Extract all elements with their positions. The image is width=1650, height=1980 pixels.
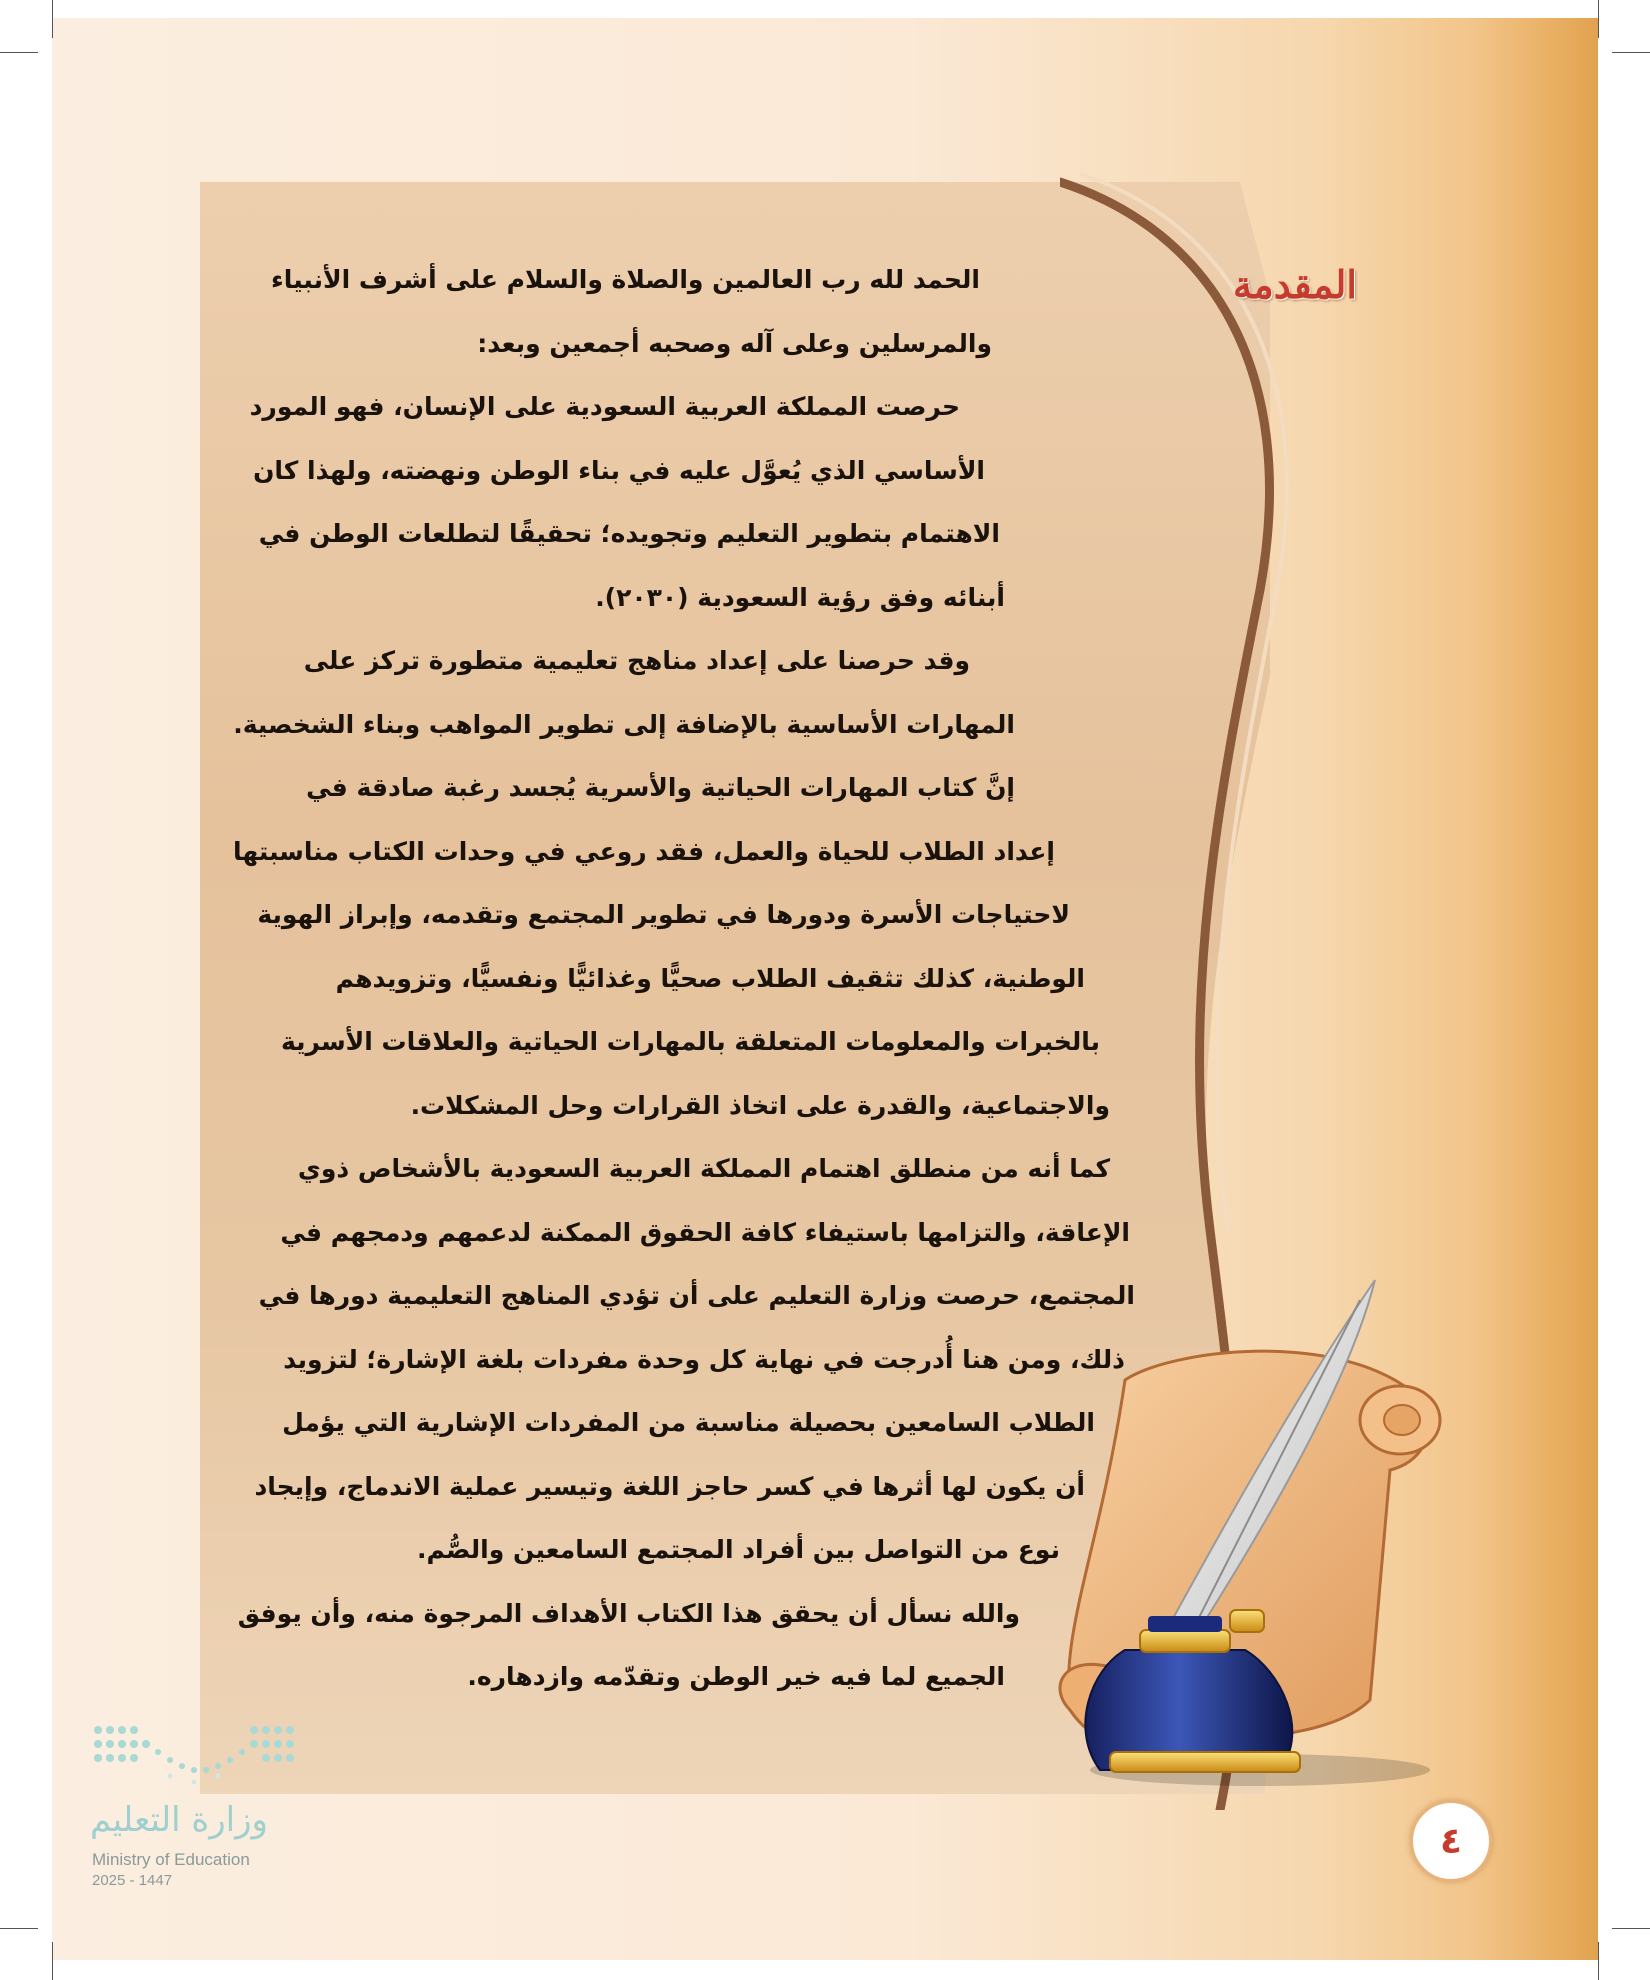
text-line: نوع من التواصل بين أفراد المجتمع السامعين والصُّم.	[417, 1535, 1060, 1564]
text-line: حرصت المملكة العربية السعودية على الإنسان، فهو المورد	[249, 392, 960, 421]
crop-mark	[1612, 52, 1650, 53]
text-line: والله نسأل أن يحقق هذا الكتاب الأهداف المرجوة منه، وأن يوفق	[237, 1598, 1020, 1628]
ministry-logo-icon	[90, 1720, 300, 1795]
crop-mark	[0, 1928, 38, 1929]
crop-mark	[0, 52, 38, 53]
text-line: والاجتماعية، والقدرة على اتخاذ القرارات وحل المشكلات.	[410, 1090, 1110, 1120]
text-line: لاحتياجات الأسرة ودورها في تطوير المجتمع وتقدمه، وإبراز الهوية	[257, 900, 1070, 929]
text-line: كما أنه من منطلق اهتمام المملكة العربية السعودية بالأشخاص ذوي	[297, 1154, 1110, 1183]
text-line: أبنائه وفق رؤية السعودية (٢٠٣٠).	[595, 582, 1005, 612]
text-line: الجميع لما فيه خير الوطن وتقدّمه وازدهاره.	[467, 1662, 1005, 1691]
quill-inkwell-scroll-icon	[1030, 1270, 1460, 1790]
text-line: بالخبرات والمعلومات المتعلقة بالمهارات الحياتية والعلاقات الأسرية	[280, 1027, 1100, 1056]
text-line: الإعاقة، والتزامها باستيفاء كافة الحقوق الممكنة لدعمهم ودمجهم في	[280, 1217, 1130, 1247]
text-line: إنَّ كتاب المهارات الحياتية والأسرية يُجسد رغبة صادقة في	[306, 773, 1015, 802]
crop-mark	[52, 0, 53, 38]
page-title: المقدمة	[1232, 262, 1357, 307]
text-line: أن يكون لها أثرها في كسر حاجز اللغة وتيسير عملية الاندماج، وإيجاد	[254, 1471, 1085, 1501]
text-line: ذلك، ومن هنا أُدرجت في نهاية كل وحدة مفردات بلغة الإشارة؛ لتزويد	[283, 1344, 1125, 1374]
intro-text	[233, 248, 1150, 1709]
text-line: المجتمع، حرصت وزارة التعليم على أن تؤدي المناهج التعليمية دورها في	[258, 1281, 1135, 1310]
crop-mark	[1598, 0, 1599, 38]
text-line: المهارات الأساسية بالإضافة إلى تطوير المواهب وبناء الشخصية.	[233, 709, 1015, 739]
text-line: إعداد الطلاب للحياة والعمل، فقد روعي في وحدات الكتاب مناسبتها	[233, 836, 1055, 866]
ministry-name-ar: وزارة التعليم	[90, 1800, 268, 1840]
crop-mark	[1612, 1928, 1650, 1929]
ministry-name-en: Ministry of Education	[92, 1850, 250, 1869]
edition-year: 2025 - 1447	[92, 1872, 173, 1889]
text-line: الحمد لله رب العالمين والصلاة والسلام على أشرف الأنبياء	[271, 265, 980, 294]
page-number: ٤	[1410, 1800, 1492, 1882]
text-line: وقد حرصنا على إعداد مناهج تعليمية متطورة تركز على	[303, 646, 970, 675]
text-line: الوطنية، كذلك تثقيف الطلاب صحيًّا وغذائيًّا ونفسيًّا، وتزويدهم	[335, 963, 1085, 993]
text-line: الاهتمام بتطوير التعليم وتجويده؛ تحقيقًا لتطلعات الوطن في	[258, 519, 1000, 548]
text-line: الطلاب السامعين بحصيلة مناسبة من المفردات الإشارية التي يؤمل	[282, 1408, 1095, 1437]
text-line: الأساسي الذي يُعوَّل عليه في بناء الوطن ونهضته، ولهذا كان	[253, 455, 985, 485]
crop-mark	[1598, 1942, 1599, 1980]
crop-mark	[52, 1942, 53, 1980]
text-line: والمرسلين وعلى آله وصحبه أجمعين وبعد:	[477, 328, 992, 358]
